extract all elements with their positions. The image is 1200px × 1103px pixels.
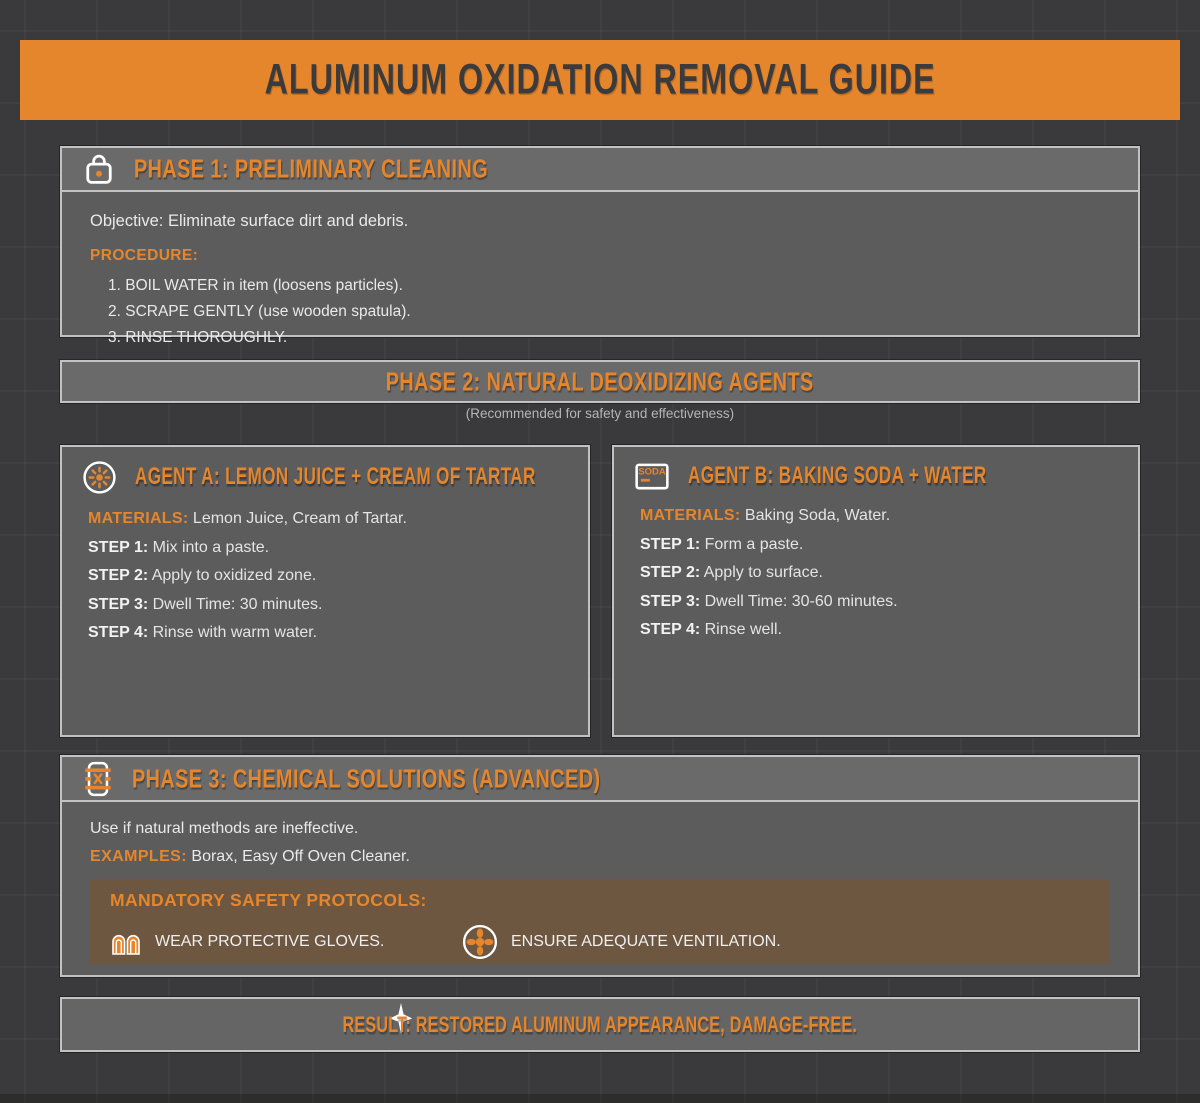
- phase2-title: PHASE 2: NATURAL DEOXIDIZING AGENTS: [386, 366, 814, 396]
- safety-title: MANDATORY SAFETY PROTOCOLS:: [110, 890, 427, 910]
- step-label: STEP 3:: [88, 595, 149, 613]
- result-text: RESULT: RESTORED ALUMINUM APPEARANCE, DAMAGE-FREE.: [342, 1011, 858, 1037]
- safety-item-gloves: [110, 929, 462, 956]
- step-text: Apply to oxidized zone.: [151, 567, 317, 584]
- agent-a-header: [62, 447, 588, 495]
- agent-b-header: [614, 447, 1138, 492]
- step-text: Dwell Time: 30 minutes.: [152, 595, 323, 613]
- phase2-header: [60, 360, 1140, 403]
- toolbox-icon: [84, 153, 114, 186]
- safety-item-text: ENSURE ADEQUATE VENTILATION.: [511, 933, 781, 950]
- phase3-body: [62, 802, 1138, 964]
- phase1-body: [62, 192, 1138, 346]
- phase1-title: PHASE 1: PRELIMINARY CLEANING: [134, 153, 489, 184]
- step-text: Rinse with warm water.: [152, 624, 318, 641]
- agent-a-step-1: [88, 539, 562, 557]
- safety-item-text: WEAR PROTECTIVE GLOVES.: [155, 933, 385, 950]
- procedure-step-2: 2. SCRAPE GENTLY (use wooden spatula).: [108, 303, 411, 320]
- procedure-step-3: 3. RINSE THOROUGHLY.: [108, 329, 288, 346]
- agent-b-materials: [640, 507, 1112, 525]
- step-text: Mix into a paste.: [152, 538, 270, 556]
- step-text: Rinse well.: [704, 621, 782, 638]
- bottom-strip: [0, 1094, 1200, 1103]
- agent-a-step-2: [88, 567, 562, 585]
- phase3-examples: [90, 848, 1110, 866]
- agent-a-step-4: [88, 624, 562, 642]
- step-label: STEP 4:: [88, 624, 149, 641]
- agent-b-body: [614, 492, 1138, 639]
- safety-item-ventilation: [462, 924, 781, 960]
- gloves-icon: [110, 929, 142, 956]
- materials-label: MATERIALS:: [640, 507, 741, 524]
- step-label: STEP 3:: [640, 592, 701, 610]
- step-label: STEP 2:: [88, 567, 149, 584]
- agent-a-card: [60, 445, 590, 737]
- phase3-title: PHASE 3: CHEMICAL SOLUTIONS (ADVANCED): [132, 763, 601, 793]
- agent-b-step-3: [640, 593, 1112, 611]
- materials-value: Baking Soda, Water.: [744, 507, 891, 524]
- result-bar: [60, 997, 1140, 1052]
- agent-b-step-4: [640, 621, 1112, 639]
- phase1-header: [62, 148, 1138, 192]
- agent-b-card: [612, 445, 1140, 737]
- page-title: ALUMINUM OXIDATION REMOVAL GUIDE: [264, 55, 936, 104]
- agent-a-title: AGENT A: LEMON JUICE + CREAM OF TARTAR: [135, 463, 536, 490]
- examples-value: Borax, Easy Off Oven Cleaner.: [191, 848, 410, 865]
- ventilation-fan-icon: [462, 924, 498, 960]
- step-text: Form a paste.: [704, 535, 804, 553]
- procedure-step-1: 1. BOIL WATER in item (loosens particles).: [108, 277, 403, 294]
- phase3-intro: Use if natural methods are ineffective.: [90, 820, 359, 837]
- agent-b-title: AGENT B: BAKING SODA + WATER: [688, 462, 987, 489]
- agent-b-step-2: [640, 564, 1112, 582]
- step-label: STEP 2:: [640, 564, 701, 581]
- soda-box-label: SODA: [638, 466, 666, 478]
- step-label: STEP 1:: [88, 538, 149, 556]
- agent-a-materials: [88, 510, 562, 528]
- page-title-banner: [20, 40, 1180, 120]
- phase3-header: [62, 757, 1138, 802]
- safety-items: [110, 924, 1090, 960]
- phase3-section: [60, 755, 1140, 977]
- chemical-jug-icon: [84, 760, 112, 798]
- lemon-burst-icon: [82, 460, 117, 495]
- materials-label: MATERIALS:: [88, 510, 189, 527]
- phase1-procedure-label: PROCEDURE:: [90, 247, 199, 264]
- examples-label: EXAMPLES:: [90, 848, 187, 865]
- agent-a-step-3: [88, 596, 562, 614]
- materials-value: Lemon Juice, Cream of Tartar.: [192, 510, 407, 527]
- step-label: STEP 1:: [640, 535, 701, 553]
- phase1-steps-list: [90, 277, 1110, 346]
- step-label: STEP 4:: [640, 621, 701, 638]
- phase2-note: (Recommended for safety and effectiveness): [465, 406, 735, 421]
- soda-box-icon: [634, 460, 670, 492]
- phase1-objective: Objective: Eliminate surface dirt and debris.: [90, 212, 409, 230]
- step-text: Apply to surface.: [703, 564, 823, 581]
- safety-protocols-box: [90, 879, 1110, 964]
- agent-b-step-1: [640, 536, 1112, 554]
- agent-a-body: [62, 495, 588, 642]
- step-text: Dwell Time: 30-60 minutes.: [704, 592, 898, 610]
- phase1-section: [60, 146, 1140, 346]
